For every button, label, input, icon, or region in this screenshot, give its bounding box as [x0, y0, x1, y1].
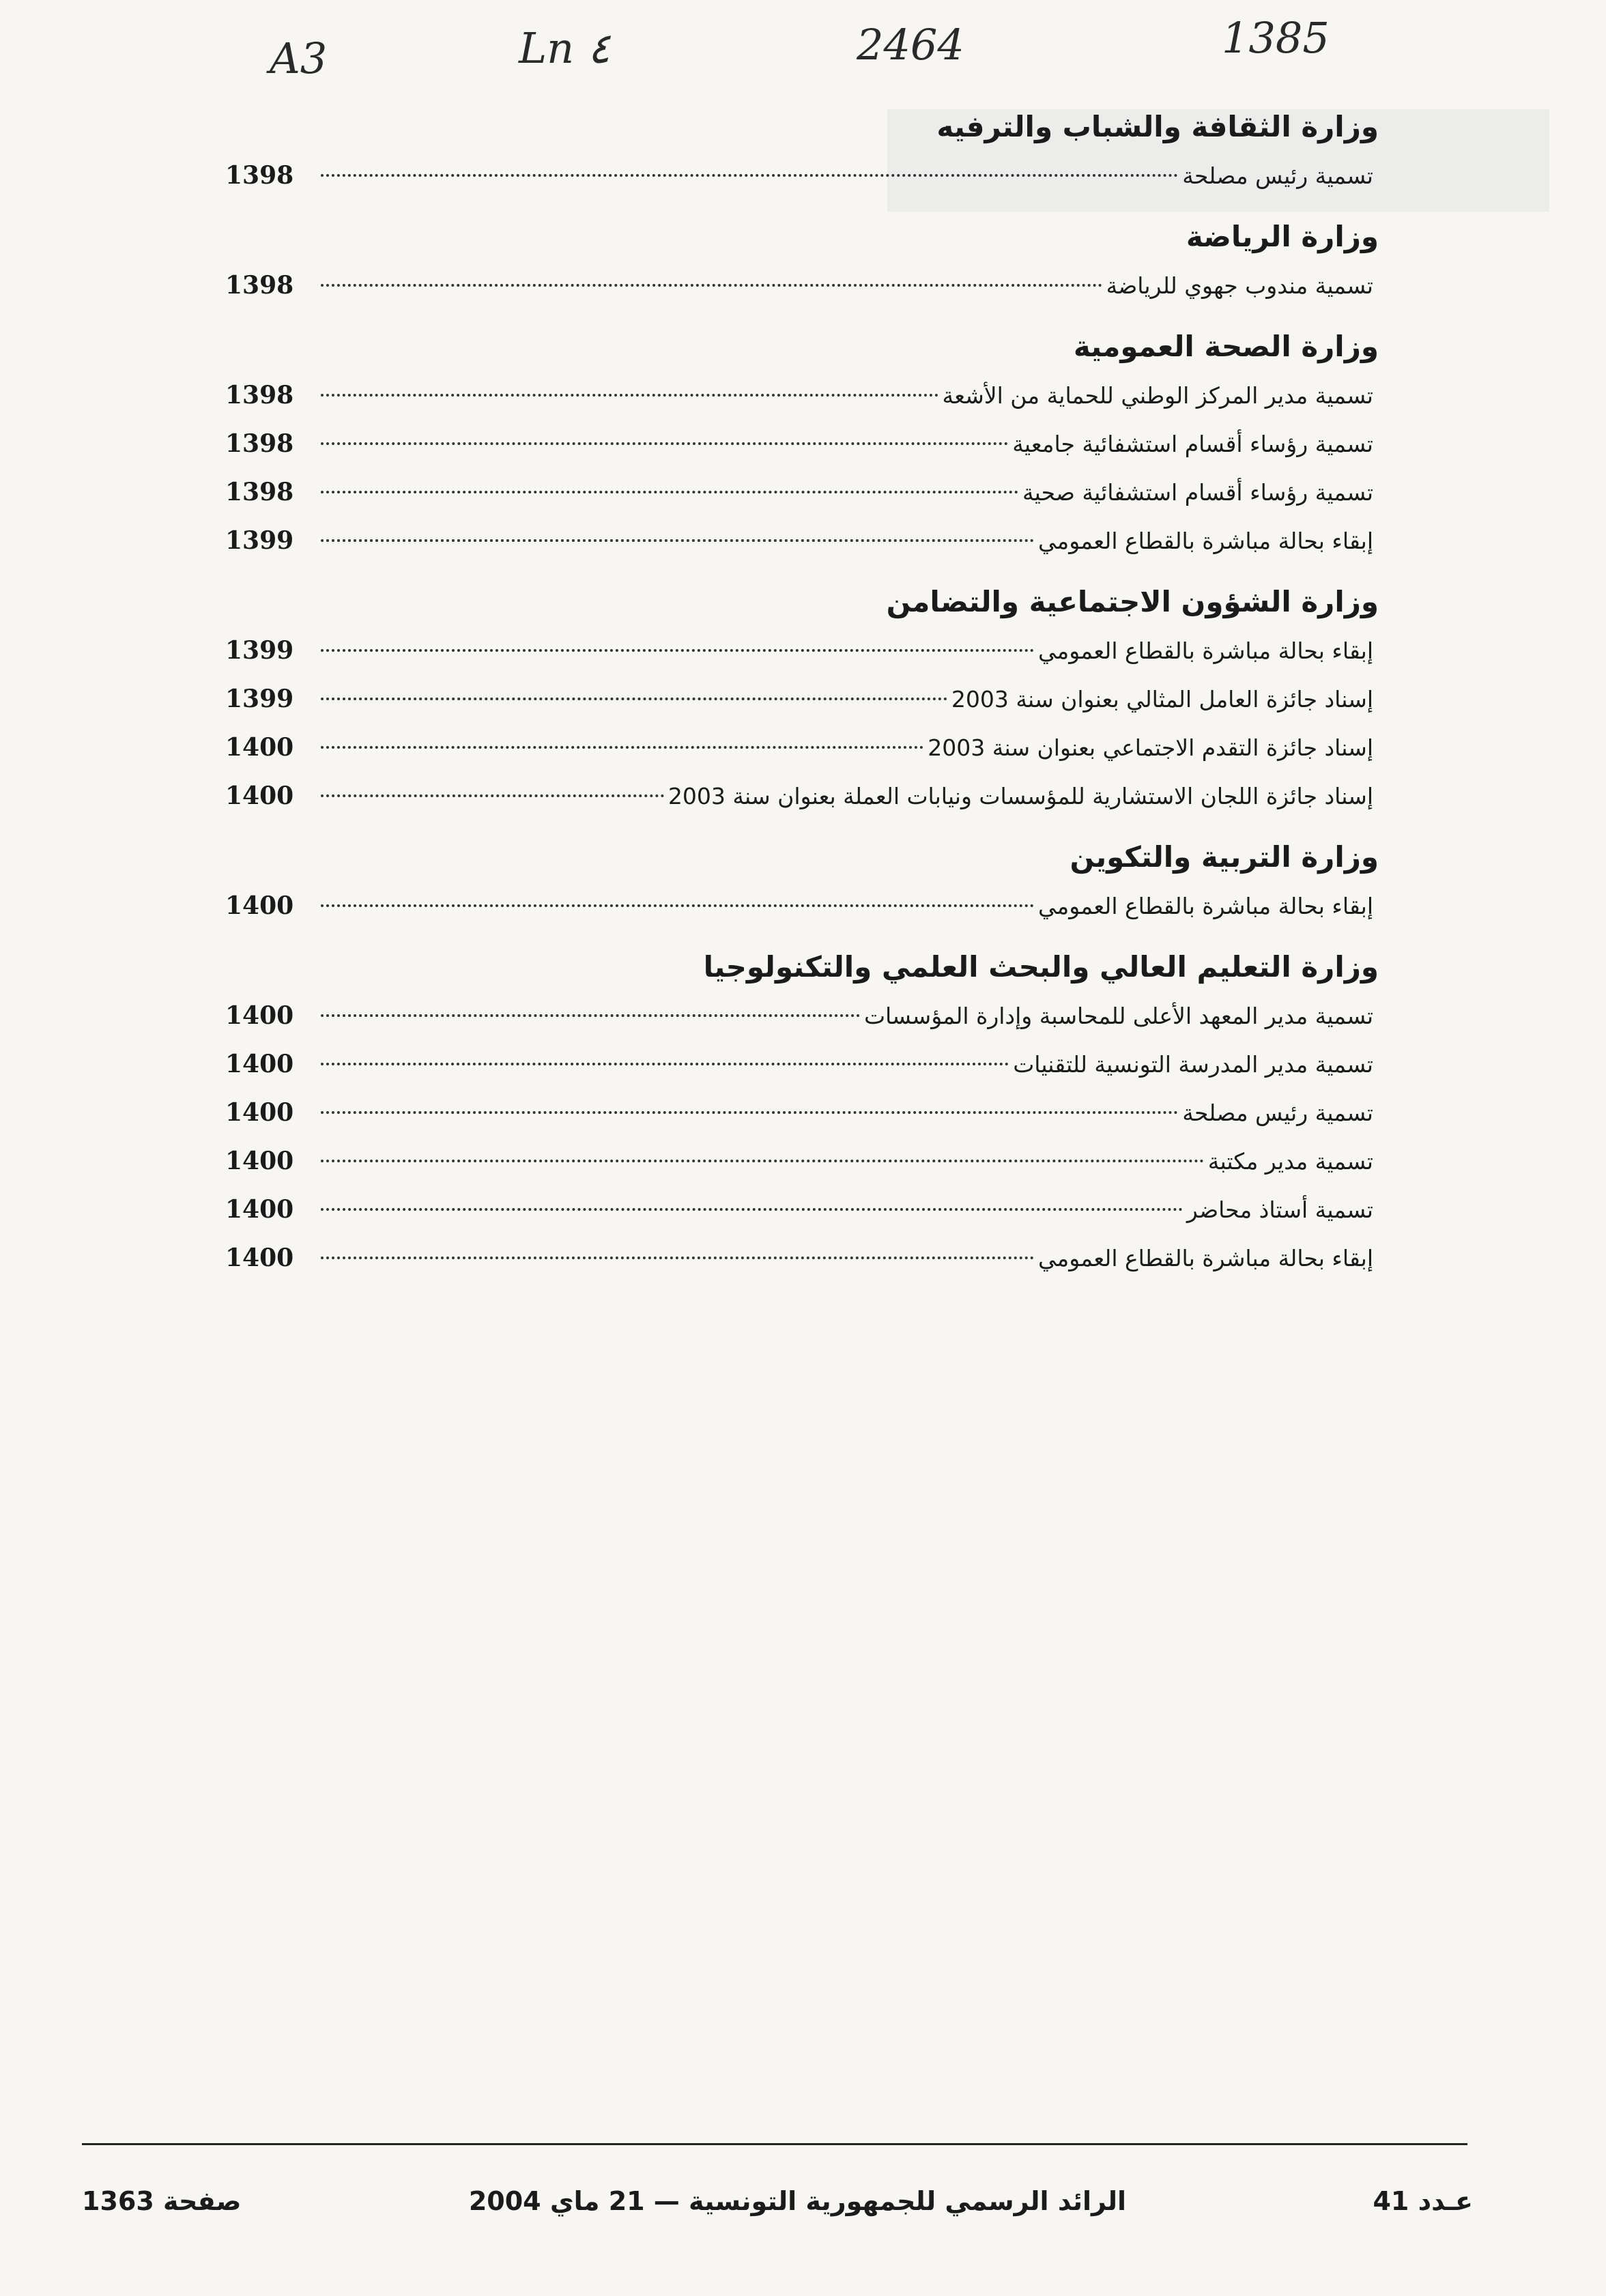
toc-entry[interactable]	[225, 675, 1379, 723]
entry-title: إبقاء بحالة مباشرة بالقطاع العمومي	[1038, 1245, 1373, 1272]
entry-title: تسمية مدير المركز الوطني للحماية من الأشعة	[942, 382, 1373, 409]
dot-leader	[321, 649, 1034, 652]
page-number: 1400	[225, 1195, 294, 1224]
dot-leader	[321, 442, 1008, 445]
handwritten-note-code: 2464	[857, 20, 964, 70]
page-number: 1400	[225, 733, 294, 762]
page-number: 1400	[225, 891, 294, 920]
toc-entry[interactable]	[225, 1234, 1379, 1282]
entry-title: إبقاء بحالة مباشرة بالقطاع العمومي	[1038, 528, 1373, 554]
dot-leader	[321, 491, 1018, 493]
page-number: 1398	[225, 478, 294, 506]
dot-leader	[321, 1014, 860, 1017]
entry-title: تسمية رئيس مصلحة	[1182, 1100, 1373, 1126]
dot-leader	[321, 904, 1034, 907]
section-heading: وزارة التربية والتكوين	[1070, 840, 1379, 874]
toc-entry[interactable]	[225, 1040, 1379, 1089]
dot-leader	[321, 394, 938, 397]
toc-entry[interactable]	[225, 152, 1379, 200]
page-number: 1398	[225, 429, 294, 458]
dot-leader	[321, 1160, 1204, 1162]
page-number: 1398	[225, 271, 294, 300]
section-heading: وزارة التعليم العالي والبحث العلمي والتكنولوجيا	[703, 950, 1379, 984]
toc-entry[interactable]	[225, 420, 1379, 468]
section-heading: وزارة الشؤون الاجتماعية والتضامن	[886, 585, 1379, 618]
handwritten-note-ln: Ln ٤	[519, 23, 611, 73]
handwritten-note-number: 1385	[1222, 13, 1330, 63]
toc-entry[interactable]	[225, 517, 1379, 565]
dot-leader	[321, 1257, 1034, 1259]
section-culture	[225, 102, 1379, 200]
section-heading: وزارة الثقافة والشباب والترفيه	[936, 110, 1379, 143]
dot-leader	[321, 539, 1034, 542]
dot-leader	[321, 746, 923, 749]
toc-entry[interactable]	[225, 723, 1379, 772]
entry-title: تسمية مندوب جهوي للرياضة	[1106, 272, 1373, 299]
page-number: 1399	[225, 636, 294, 665]
section-heading: وزارة الرياضة	[1186, 220, 1379, 253]
entry-title: تسمية مدير مكتبة	[1207, 1148, 1373, 1175]
page-label: صفحة 1363	[82, 2186, 242, 2216]
entry-title: تسمية مدير المدرسة التونسية للتقنيات	[1013, 1051, 1373, 1078]
page-number: 1398	[225, 161, 294, 190]
page-number: 1399	[225, 685, 294, 713]
section-heading: وزارة الصحة العمومية	[1073, 330, 1379, 363]
page-number: 1400	[225, 1050, 294, 1078]
entry-title: تسمية رؤساء أقسام استشفائية صحية	[1022, 479, 1373, 506]
entry-title: تسمية رئيس مصلحة	[1182, 162, 1373, 189]
page-number: 1400	[225, 1001, 294, 1030]
page-number: 1400	[225, 1244, 294, 1272]
dot-leader	[321, 794, 664, 797]
dot-leader	[321, 698, 947, 700]
issue-number: عـدد 41	[1373, 2186, 1473, 2216]
section-education	[225, 833, 1379, 930]
entry-title: تسمية رؤساء أقسام استشفائية جامعية	[1012, 431, 1373, 457]
toc-entry[interactable]	[225, 261, 1379, 310]
toc-entry[interactable]	[225, 772, 1379, 820]
entry-title: إسناد جائزة اللجان الاستشارية للمؤسسات ونيابات العملة بعنوان سنة 2003	[668, 783, 1373, 809]
toc-entry[interactable]	[225, 992, 1379, 1040]
dot-leader	[321, 284, 1102, 287]
entry-title: إسناد جائزة التقدم الاجتماعي بعنوان سنة 2003	[928, 734, 1373, 761]
dot-leader	[321, 1111, 1178, 1114]
page-number: 1398	[225, 381, 294, 410]
section-health	[225, 322, 1379, 565]
entry-title: تسمية مدير المعهد الأعلى للمحاسبة وإدارة المؤسسات	[863, 1003, 1373, 1029]
table-of-contents	[225, 102, 1379, 1295]
footer-rule	[82, 2143, 1467, 2145]
toc-entry[interactable]	[225, 1186, 1379, 1234]
entry-title: إبقاء بحالة مباشرة بالقطاع العمومي	[1038, 637, 1373, 664]
section-higher-education	[225, 943, 1379, 1282]
publication-title: الرائد الرسمي للجمهورية التونسية — 21 ماي 2004	[468, 2186, 1126, 2216]
toc-entry[interactable]	[225, 882, 1379, 930]
dot-leader	[321, 1063, 1009, 1065]
entry-title: إسناد جائزة العامل المثالي بعنوان سنة 2003	[951, 686, 1373, 713]
toc-entry[interactable]	[225, 627, 1379, 675]
dot-leader	[321, 1208, 1183, 1211]
toc-entry[interactable]	[225, 1089, 1379, 1137]
entry-title: إبقاء بحالة مباشرة بالقطاع العمومي	[1038, 893, 1373, 919]
page-number: 1400	[225, 1147, 294, 1175]
section-social-affairs	[225, 577, 1379, 820]
section-sports	[225, 212, 1379, 310]
toc-entry[interactable]	[225, 1137, 1379, 1186]
entry-title: تسمية أستاذ محاضر	[1186, 1196, 1373, 1223]
page-number: 1399	[225, 526, 294, 555]
handwritten-note-a3: A3	[270, 33, 328, 83]
page-number: 1400	[225, 781, 294, 810]
dot-leader	[321, 174, 1178, 177]
toc-entry[interactable]	[225, 468, 1379, 517]
toc-entry[interactable]	[225, 371, 1379, 420]
page-number: 1400	[225, 1098, 294, 1127]
